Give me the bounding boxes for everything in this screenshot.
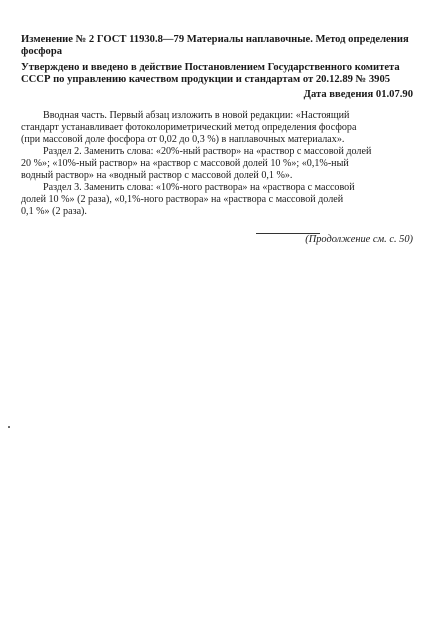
effective-date: Дата введения 01.07.90: [303, 89, 413, 100]
paragraph-intro-line-2: стандарт устанавливает фотоколориметрический метод определения фосфора: [21, 122, 357, 133]
paragraph-section2-line-3: водный раствор» на «водный раствор с массовой долей 0,1 %».: [21, 170, 293, 181]
paragraph-intro-line-3: (при массовой доле фосфора от 0,02 до 0,3 %) в наплавочных материалах».: [21, 134, 345, 145]
approval-line-1: Утверждено и введено в действие Постановлением Государственного комитета: [21, 62, 400, 73]
approval-line-2: СССР по управлению качеством продукции и стандартам от 20.12.89 № 3905: [21, 74, 391, 85]
paragraph-section2-line-1: Раздел 2. Заменить слова: «20%-ный раствор» на «раствор с массовой долей: [43, 146, 372, 157]
scan-speck: [8, 426, 10, 428]
paragraph-section3-line-2: долей 10 %» (2 раза), «0,1%-ного раствора» на «раствора с массовой долей: [21, 194, 344, 205]
paragraph-intro-line-1: Вводная часть. Первый абзац изложить в новой редакции: «Настоящий: [43, 110, 350, 121]
amendment-title-line-1: Изменение № 2 ГОСТ 11930.8—79 Материалы наплавочные. Метод определения: [21, 34, 409, 45]
paragraph-section3-line-1: Раздел 3. Заменить слова: «10%-ного раствора» на «раствора с массовой: [43, 182, 355, 193]
amendment-title-line-2: фосфора: [21, 46, 63, 57]
continuation-note: (Продолжение см. с. 50): [305, 234, 413, 245]
paragraph-section3-line-3: 0,1 %» (2 раза).: [21, 206, 87, 217]
paragraph-section2-line-2: 20 %»; «10%-ный раствор» на «раствор с массовой долей 10 %»; «0,1%-ный: [21, 158, 349, 169]
